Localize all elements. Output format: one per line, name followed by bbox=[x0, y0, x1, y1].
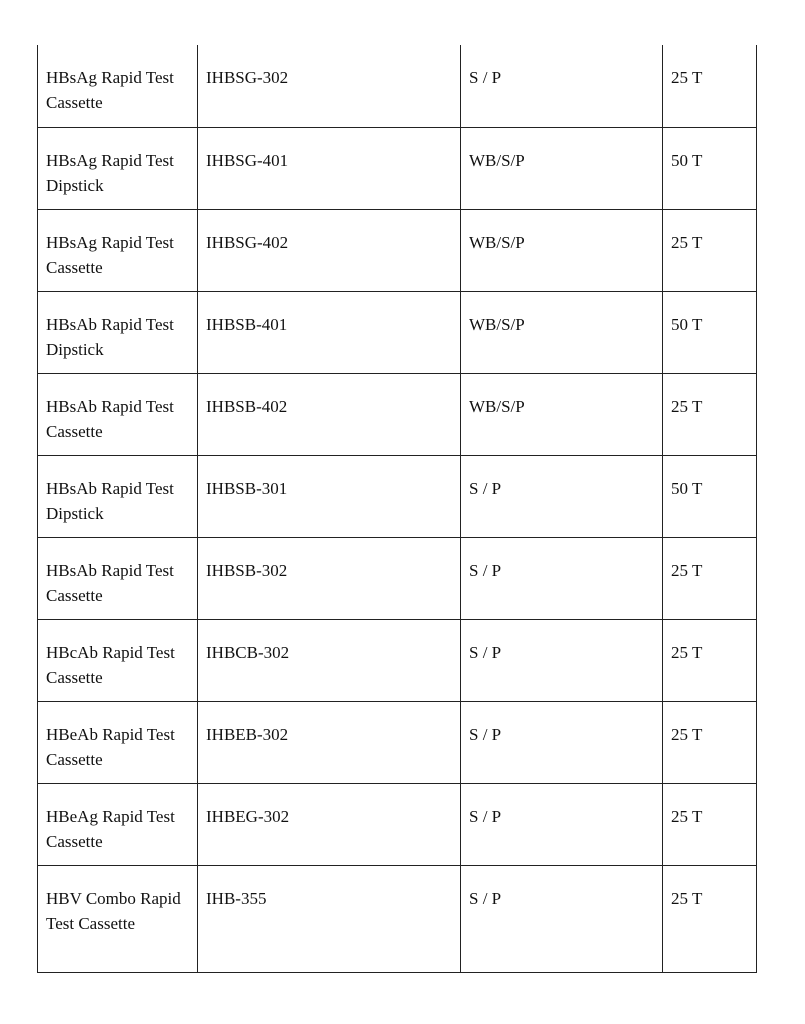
pack-size-cell: 25 T bbox=[663, 701, 757, 783]
product-code-cell: IHBEB-302 bbox=[198, 701, 461, 783]
product-code-cell: IHBCB-302 bbox=[198, 619, 461, 701]
pack-size-cell: 50 T bbox=[663, 127, 757, 209]
specimen-cell: WB/S/P bbox=[461, 127, 663, 209]
specimen-cell: S / P bbox=[461, 701, 663, 783]
specimen-cell: WB/S/P bbox=[461, 291, 663, 373]
specimen-cell: S / P bbox=[461, 865, 663, 972]
table-row bbox=[38, 701, 757, 783]
pack-size-cell: 50 T bbox=[663, 455, 757, 537]
table-row bbox=[38, 291, 757, 373]
specimen-cell: S / P bbox=[461, 537, 663, 619]
specimen-cell: S / P bbox=[461, 45, 663, 127]
table-row bbox=[38, 619, 757, 701]
product-name-cell: HBsAb Rapid Test Cassette bbox=[38, 373, 198, 455]
table-row bbox=[38, 373, 757, 455]
product-name-cell: HBsAb Rapid Test Dipstick bbox=[38, 455, 198, 537]
table-row bbox=[38, 783, 757, 865]
product-table-body bbox=[38, 45, 757, 972]
product-code-cell: IHBSB-301 bbox=[198, 455, 461, 537]
table-row bbox=[38, 865, 757, 972]
specimen-cell: WB/S/P bbox=[461, 373, 663, 455]
product-table bbox=[37, 45, 757, 973]
product-name-cell: HBeAb Rapid Test Cassette bbox=[38, 701, 198, 783]
product-code-cell: IHBSG-302 bbox=[198, 45, 461, 127]
specimen-cell: S / P bbox=[461, 619, 663, 701]
product-code-cell: IHBSG-401 bbox=[198, 127, 461, 209]
product-code-cell: IHBSB-302 bbox=[198, 537, 461, 619]
pack-size-cell: 25 T bbox=[663, 45, 757, 127]
table-row bbox=[38, 127, 757, 209]
specimen-cell: WB/S/P bbox=[461, 209, 663, 291]
pack-size-cell: 25 T bbox=[663, 619, 757, 701]
product-name-cell: HBsAb Rapid Test Cassette bbox=[38, 537, 198, 619]
product-name-cell: HBeAg Rapid Test Cassette bbox=[38, 783, 198, 865]
product-name-cell: HBsAb Rapid Test Dipstick bbox=[38, 291, 198, 373]
product-code-cell: IHBSB-401 bbox=[198, 291, 461, 373]
specimen-cell: S / P bbox=[461, 783, 663, 865]
pack-size-cell: 25 T bbox=[663, 373, 757, 455]
pack-size-cell: 50 T bbox=[663, 291, 757, 373]
specimen-cell: S / P bbox=[461, 455, 663, 537]
product-name-cell: HBsAg Rapid Test Cassette bbox=[38, 45, 198, 127]
product-code-cell: IHBEG-302 bbox=[198, 783, 461, 865]
table-row bbox=[38, 209, 757, 291]
pack-size-cell: 25 T bbox=[663, 783, 757, 865]
table-row bbox=[38, 537, 757, 619]
table-row bbox=[38, 455, 757, 537]
pack-size-cell: 25 T bbox=[663, 537, 757, 619]
product-name-cell: HBV Combo Rapid Test Cassette bbox=[38, 865, 198, 972]
product-code-cell: IHB-355 bbox=[198, 865, 461, 972]
product-name-cell: HBcAb Rapid Test Cassette bbox=[38, 619, 198, 701]
pack-size-cell: 25 T bbox=[663, 865, 757, 972]
product-code-cell: IHBSG-402 bbox=[198, 209, 461, 291]
product-name-cell: HBsAg Rapid Test Cassette bbox=[38, 209, 198, 291]
product-name-cell: HBsAg Rapid Test Dipstick bbox=[38, 127, 198, 209]
table-row bbox=[38, 45, 757, 127]
product-code-cell: IHBSB-402 bbox=[198, 373, 461, 455]
pack-size-cell: 25 T bbox=[663, 209, 757, 291]
